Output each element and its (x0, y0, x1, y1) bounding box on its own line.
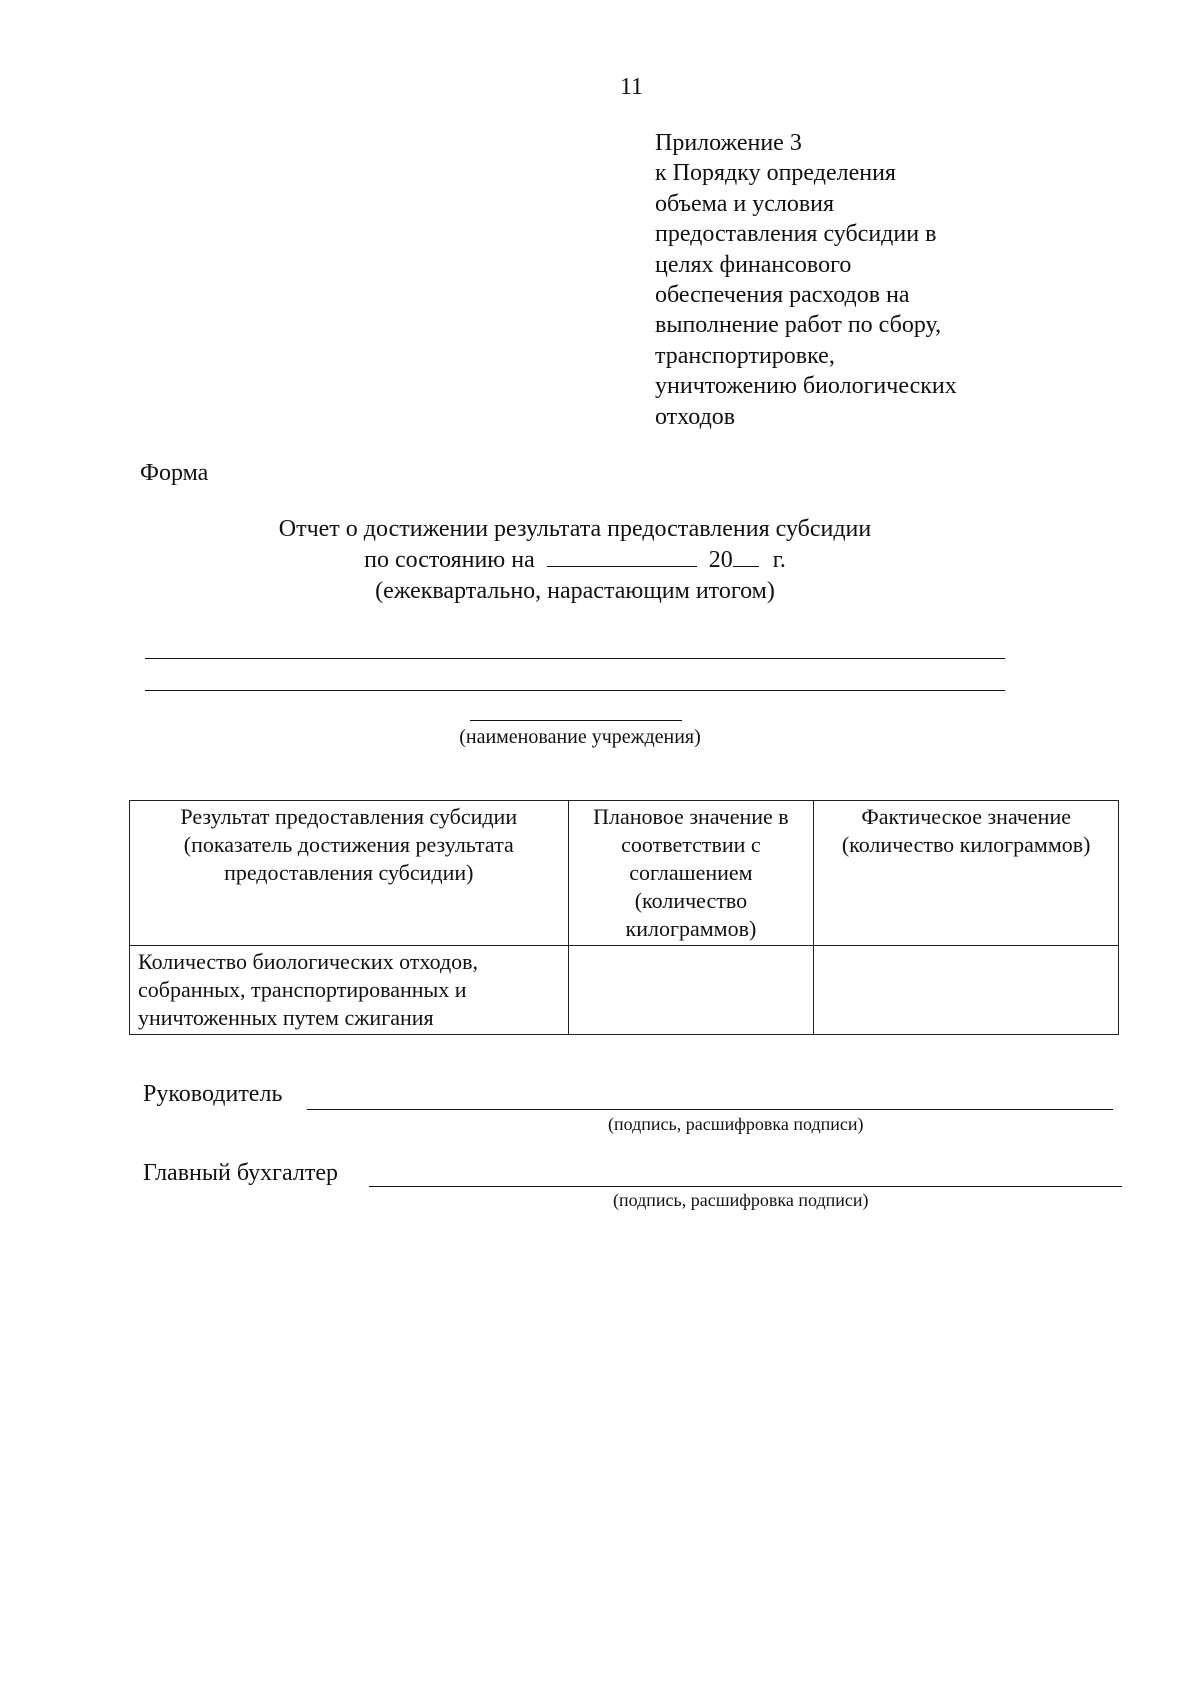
accountant-signature-line[interactable] (369, 1186, 1122, 1187)
appendix-line: отходов (655, 403, 736, 430)
as-of-label: по состоянию на (364, 547, 535, 573)
header-result: Результат предоставления субсидии (показатель достижения результата предоставления субсидии) (130, 801, 569, 946)
head-signature-line[interactable] (307, 1109, 1113, 1110)
title-line-2 (140, 545, 1010, 576)
table-header-row (130, 801, 1119, 946)
appendix-line: целях финансового (655, 251, 852, 278)
header-planned: Плановое значение в соответствии с соглашением (количество килограммов) (568, 801, 814, 946)
title-line-3: (ежеквартально, нарастающим итогом) (375, 578, 775, 604)
accountant-signature-label: Главный бухгалтер (143, 1160, 338, 1186)
appendix-line: обеспечения расходов на (655, 282, 910, 309)
institution-line-1 (145, 658, 1005, 659)
cell-actual[interactable] (814, 946, 1119, 1035)
title-line-1: Отчет о достижении результата предоставления субсидии (278, 516, 872, 542)
head-signature-caption: (подпись, расшифровка подписи) (608, 1114, 864, 1134)
year-prefix: 20 (708, 547, 733, 573)
form-label: Форма (140, 460, 209, 486)
report-table (129, 800, 1119, 1035)
year-blank (733, 546, 759, 567)
head-signature-label: Руководитель (143, 1081, 283, 1107)
institution-line-3 (470, 720, 682, 721)
appendix-line: транспортировке, (655, 342, 835, 369)
institution-line-2 (145, 690, 1005, 691)
appendix-line: объема и условия (655, 190, 835, 217)
accountant-signature-caption: (подпись, расшифровка подписи) (613, 1190, 869, 1210)
appendix-line: выполнение работ по сбору, (655, 312, 942, 339)
cell-planned[interactable] (568, 946, 814, 1035)
year-suffix: г. (772, 547, 786, 573)
table-row (130, 946, 1119, 1035)
appendix-note (655, 128, 1035, 432)
cell-result: Количество биологических отходов, собранных, транспортированных и уничтоженных путем сжигания (130, 946, 569, 1035)
appendix-line: к Порядку определения (655, 160, 896, 187)
appendix-line: предоставления субсидии в (655, 221, 937, 248)
institution-caption: (наименование учреждения) (459, 726, 701, 748)
appendix-line: уничтожению биологических (655, 373, 957, 400)
page-number: 11 (619, 74, 644, 100)
date-blank (547, 546, 697, 567)
appendix-line: Приложение 3 (655, 130, 802, 156)
report-title (140, 514, 1010, 607)
header-actual: Фактическое значение (количество килограммов) (814, 801, 1119, 946)
